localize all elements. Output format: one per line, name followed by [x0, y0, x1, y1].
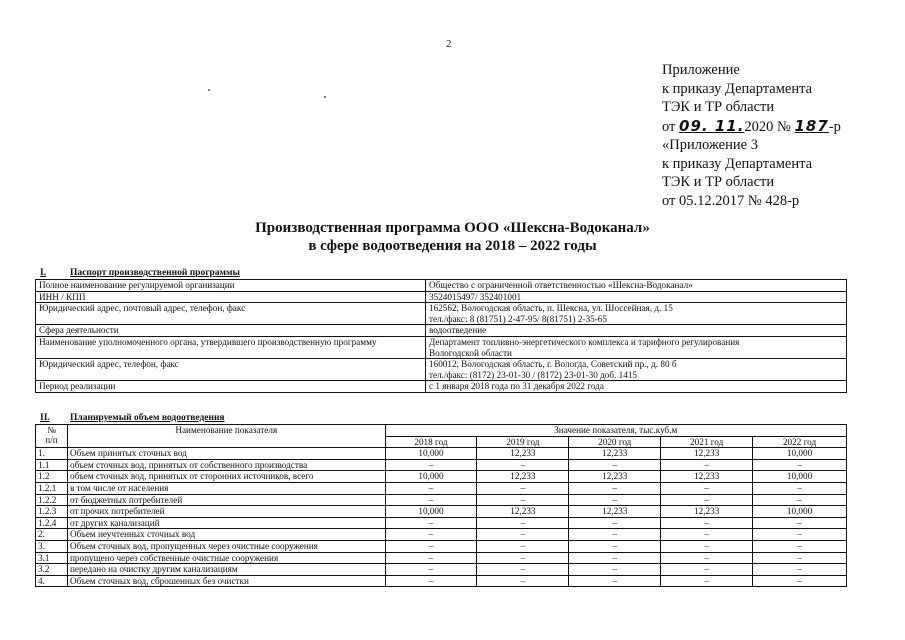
row-number: 3.2: [36, 564, 68, 576]
section-number: I.: [40, 268, 47, 278]
row-name: объем сточных вод, принятых от сторонних источников, всего: [67, 471, 385, 483]
row-value: 12,233: [661, 471, 753, 483]
row-name: Объем сточных вод, сброшенных без очистки: [67, 575, 385, 587]
volume-table: [35, 424, 847, 587]
handwritten-date: 09. 11.: [679, 116, 745, 135]
row-name: от бюджетных потребителей: [67, 494, 385, 506]
title-line: в сфере водоотведения на 2018 – 2022 годы: [308, 238, 597, 254]
number-suffix: -р: [828, 118, 841, 135]
passport-label: Наименование уполномоченного органа, утвердившего производственную программу: [36, 336, 426, 358]
row-value: –: [477, 540, 569, 552]
table-row: [36, 494, 847, 506]
row-value: –: [661, 540, 753, 552]
row-value: –: [385, 529, 477, 541]
row-value: –: [477, 575, 569, 587]
row-value: –: [753, 494, 847, 506]
row-value: 10,000: [385, 506, 477, 518]
passport-table: [35, 279, 847, 393]
row-number: 2.: [36, 529, 68, 541]
passport-value: [426, 359, 847, 381]
row-value: –: [661, 517, 753, 529]
passport-value-line: 160012, Вологодская область, г. Вологда, Советский пр., д. 80 б: [429, 359, 677, 370]
passport-label: Полное наименование регулируемой организации: [36, 280, 426, 292]
row-value: –: [477, 529, 569, 541]
row-number: 4.: [36, 575, 68, 587]
row-value: –: [661, 552, 753, 564]
row-value: –: [569, 575, 661, 587]
passport-value: [426, 280, 847, 292]
document-title: [0, 219, 905, 255]
row-value: –: [569, 552, 661, 564]
row-value: 12,233: [477, 506, 569, 518]
table-row: [36, 529, 847, 541]
passport-value-line: Департамент топливно-энергетического комплекса и тарифного регулирования: [429, 336, 740, 347]
appendix-date-line: [662, 117, 841, 137]
appendix-line: от 05.12.2017 № 428-р: [662, 192, 800, 209]
section1-heading: [40, 268, 240, 278]
row-value: –: [753, 459, 847, 471]
date-year: 2020 №: [744, 118, 791, 135]
row-value: –: [385, 540, 477, 552]
header-year: 2019 год: [477, 436, 569, 448]
passport-value: [426, 381, 847, 393]
table-row: [36, 448, 847, 460]
row-value: –: [661, 575, 753, 587]
table-row: [36, 517, 847, 529]
row-value: –: [477, 459, 569, 471]
row-value: –: [753, 529, 847, 541]
date-prefix: от: [662, 118, 676, 135]
passport-value-line: Вологодской области: [429, 347, 512, 358]
appendix-line: «Приложение 3: [662, 137, 758, 153]
passport-value-line: 3524015497/ 352401001: [429, 291, 522, 302]
row-value: 12,233: [569, 448, 661, 460]
row-name: объем сточных вод, принятых от собственного производства: [67, 459, 385, 471]
row-value: –: [569, 564, 661, 576]
row-number: 1.: [36, 448, 68, 460]
passport-label: ИНН / КПП: [36, 291, 426, 303]
table-row: [36, 506, 847, 518]
passport-value-line: водоотведение: [429, 325, 487, 336]
page-number: 2: [446, 38, 452, 50]
row-value: –: [385, 564, 477, 576]
passport-value-line: тел./факс: (8172) 23-01-30 / (8172) 23-01-30 доб. 1415: [429, 369, 638, 380]
row-value: –: [385, 552, 477, 564]
passport-row: [36, 381, 847, 393]
row-value: –: [569, 529, 661, 541]
row-number: 3.1: [36, 552, 68, 564]
passport-row: [36, 325, 847, 337]
table-row: [36, 471, 847, 483]
row-value: –: [753, 540, 847, 552]
title-line: Производственная программа ООО «Шексна-Водоканал»: [255, 220, 650, 236]
table-row: [36, 540, 847, 552]
appendix-line: ТЭК и ТР области: [662, 174, 775, 190]
passport-row: [36, 303, 847, 325]
table-row: [36, 575, 847, 587]
row-value: 12,233: [569, 471, 661, 483]
row-number: 3.: [36, 540, 68, 552]
row-name: передано на очистку другим канализациям: [67, 564, 385, 576]
appendix-line: к приказу Департамента: [662, 80, 813, 97]
passport-value: [426, 325, 847, 337]
row-value: –: [661, 494, 753, 506]
passport-value-line: тел./факс: 8 (81751) 2-47-95/ 8(81751) 2-35-65: [429, 313, 607, 324]
row-name: пропущено через собственные очистные сооружения: [67, 552, 385, 564]
row-value: –: [569, 517, 661, 529]
row-value: –: [385, 482, 477, 494]
row-value: –: [569, 540, 661, 552]
row-value: –: [753, 575, 847, 587]
row-number: 1.2: [36, 471, 68, 483]
row-number: 1.1: [36, 459, 68, 471]
row-number: 1.2.4: [36, 517, 68, 529]
passport-row: [36, 336, 847, 358]
passport-row: [36, 291, 847, 303]
passport-label: Юридический адрес, почтовый адрес, телефон, факс: [36, 303, 426, 325]
row-value: –: [661, 529, 753, 541]
table-row: [36, 564, 847, 576]
section2-heading: [40, 413, 225, 423]
row-value: –: [477, 564, 569, 576]
row-value: 10,000: [753, 506, 847, 518]
row-value: –: [477, 494, 569, 506]
passport-label: Период реализации: [36, 381, 426, 393]
row-value: –: [753, 552, 847, 564]
row-value: 12,233: [477, 448, 569, 460]
appendix-line: Приложение: [662, 62, 740, 78]
table-row: [36, 482, 847, 494]
row-value: –: [385, 494, 477, 506]
passport-value: [426, 336, 847, 358]
header-value-group: Значение показателя, тыс.куб.м: [385, 425, 846, 437]
row-number: 1.2.1: [36, 482, 68, 494]
row-value: –: [753, 517, 847, 529]
row-value: –: [661, 459, 753, 471]
row-name: Объем неучтенных сточных вод: [67, 529, 385, 541]
row-number: 1.2.3: [36, 506, 68, 518]
row-value: 12,233: [661, 448, 753, 460]
passport-value-line: с 1 января 2018 года по 31 декабря 2022 года: [429, 381, 604, 392]
header-year: 2020 год: [569, 436, 661, 448]
appendix-line: к приказу Департамента: [662, 155, 813, 172]
handwritten-number: 187: [794, 116, 829, 135]
row-value: 10,000: [385, 471, 477, 483]
row-value: –: [661, 564, 753, 576]
table-row: [36, 552, 847, 564]
row-value: –: [753, 482, 847, 494]
passport-value-line: 162562, Вологодская область, п. Шексна, ул. Шоссейная, д. 15: [429, 303, 673, 314]
row-number: 1.2.2: [36, 494, 68, 506]
row-value: 10,000: [385, 448, 477, 460]
row-value: –: [569, 482, 661, 494]
row-value: –: [385, 459, 477, 471]
row-value: –: [477, 482, 569, 494]
row-value: –: [477, 552, 569, 564]
row-name: от других канализаций: [67, 517, 385, 529]
passport-value: [426, 303, 847, 325]
row-value: 12,233: [661, 506, 753, 518]
row-value: 10,000: [753, 448, 847, 460]
row-value: 12,233: [569, 506, 661, 518]
passport-label: Сфера деятельности: [36, 325, 426, 337]
row-value: –: [477, 517, 569, 529]
appendix-line: ТЭК и ТР области: [662, 99, 775, 115]
header-year: 2022 год: [753, 436, 847, 448]
row-value: –: [569, 459, 661, 471]
header-year: 2018 год: [385, 436, 477, 448]
passport-row: [36, 280, 847, 292]
row-value: 12,233: [477, 471, 569, 483]
table-row: [36, 459, 847, 471]
row-name: Объем сточных вод, пропущенных через очистные сооружения: [67, 540, 385, 552]
row-value: –: [385, 517, 477, 529]
section-title: Планируемый объем водоотведения: [70, 413, 225, 423]
header-year: 2021 год: [661, 436, 753, 448]
row-value: 10,000: [753, 471, 847, 483]
row-value: –: [661, 482, 753, 494]
section-number: II.: [40, 413, 50, 423]
section-title: Паспорт производственной программы: [70, 268, 240, 278]
passport-row: [36, 359, 847, 381]
passport-value: [426, 291, 847, 303]
row-value: –: [569, 494, 661, 506]
header-num: № п/п: [36, 425, 68, 448]
passport-label: Юридический адрес, телефон, факс: [36, 359, 426, 381]
row-name: Объем принятых сточных вод: [67, 448, 385, 460]
scan-speck: [208, 89, 210, 91]
scan-speck: [324, 96, 326, 98]
row-name: в том числе от населения: [67, 482, 385, 494]
row-value: –: [753, 564, 847, 576]
row-name: от прочих потребителей: [67, 506, 385, 518]
header-name: Наименование показателя: [67, 425, 385, 448]
row-value: –: [385, 575, 477, 587]
appendix-block: [662, 61, 841, 210]
passport-value-line: Общество с ограниченной ответственностью «Шексна-Водоканал»: [429, 280, 693, 290]
